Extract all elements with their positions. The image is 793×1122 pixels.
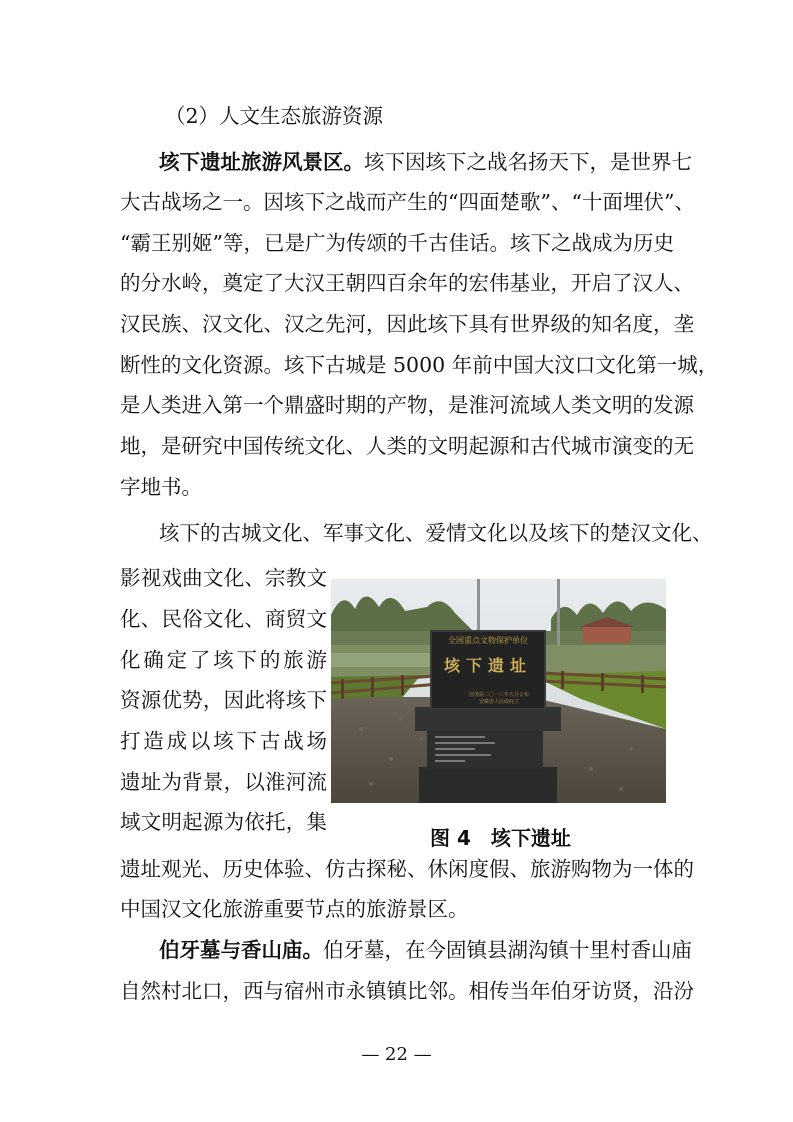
paragraph-line: 字地书。	[120, 475, 202, 499]
paragraph-line: 遗址观光、历史体验、仿古探秘、休闲度假、旅游购物为一体的	[120, 857, 694, 881]
paragraph-line	[159, 938, 692, 962]
section-lead: 伯牙墓与香山庙。	[159, 938, 323, 962]
stele-subtext-2: 安徽省人民政府立	[478, 699, 520, 705]
wrap-line: 影视戏曲文化、宗教文	[120, 566, 327, 590]
paragraph-line: 断性的文化资源。垓下古城是 5000 年前中国大汶口文化第一城，	[120, 353, 719, 377]
site-photo	[331, 579, 666, 803]
paragraph-text: 伯牙墓，在今固镇县湖沟镇十里村香山庙	[323, 938, 692, 962]
paragraph-line: 地，是研究中国传统文化、人类的文明起源和古代城市演变的无	[120, 434, 694, 458]
section-heading: （2）人文生态旅游资源	[165, 104, 384, 128]
paragraph-line: 自然村北口，西与宿州市永镇镇比邻。相传当年伯牙访贤，沿汾	[120, 979, 694, 1003]
section-lead: 垓下遗址旅游风景区。	[159, 150, 364, 174]
paragraph-line: 是人类进入第一个鼎盛时期的产物，是淮河流域人类文明的发源	[120, 393, 694, 417]
paragraph-text: 垓下因垓下之战名扬天下，是世界七	[364, 150, 692, 174]
stele-top-text: 全国重点文物保护单位	[448, 636, 528, 645]
wrap-line: 打造成以垓下古战场	[120, 729, 327, 753]
stele-subtext-1: 国务院二〇一三年五月公布	[468, 692, 530, 698]
stele-title: 垓下遗址	[443, 656, 533, 675]
paragraph-line: 的分水岭，奠定了大汉王朝四百余年的宏伟基业，开启了汉人、	[120, 271, 694, 295]
wrap-line: 化、民俗文化、商贸文	[120, 607, 327, 631]
page-number: — 22 —	[361, 1044, 432, 1065]
paragraph-line: “霸王别姬”等，已是广为传颂的千古佳话。垓下之战成为历史	[120, 231, 674, 255]
paragraph-line: 大古战场之一。因垓下之战而产生的“四面楚歌”、“十面埋伏”、	[120, 190, 695, 214]
wrap-line: 资源优势，因此将垓下	[120, 688, 327, 712]
wrap-line: 域文明起源为依托，集	[120, 810, 327, 834]
wrap-line: 遗址为背景，以淮河流	[120, 770, 327, 794]
paragraph-line: 汉民族、汉文化、汉之先河，因此垓下具有世界级的知名度，垄	[120, 312, 694, 336]
wrap-line: 化确定了垓下的旅游	[120, 648, 327, 672]
paragraph-line	[159, 150, 692, 174]
paragraph-line: 中国汉文化旅游重要节点的旅游景区。	[120, 897, 469, 921]
paragraph-line: 垓下的古城文化、军事文化、爱情文化以及垓下的楚汉文化、	[159, 521, 713, 545]
figure-caption: 图 4 垓下遗址	[430, 826, 571, 850]
